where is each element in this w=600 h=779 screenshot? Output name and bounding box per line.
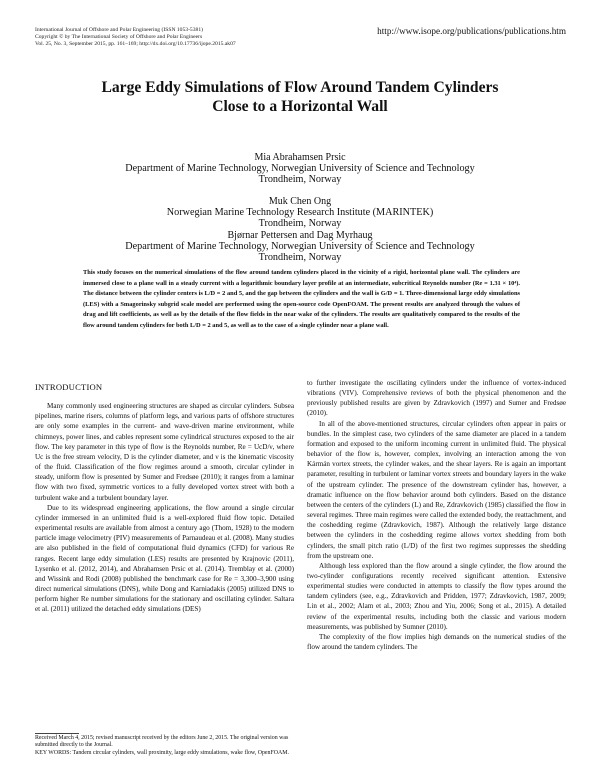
author-block-3 — [40, 230, 560, 264]
author-name: Bjørnar Pettersen and Dag Myrhaug — [227, 230, 373, 241]
author-block-1 — [40, 152, 560, 186]
author-location: Trondheim, Norway — [258, 218, 342, 230]
author-affiliation: Norwegian Marine Technology Research Institute (MARINTEK) — [166, 207, 434, 219]
paragraph: The complexity of the flow implies high demands on the numerical studies of the flow around the tandem cylinders. The — [307, 632, 566, 652]
abstract: This study focuses on the numerical simulations of the flow around tandem cylinders placed in the vicinity of a rigid, horizontal plane wall. The cylinders are immersed close to a plane wall in a steady current with a logarithmic boundary layer profile at an intermediate, subcritical Reynolds number (Re = 1.31 × 10⁴). The distance between the cylinder centers is L/D = 2 and 5, and the gap between the cylinders and the wall is G/D = 1. Three-dimensional large eddy simulations (LES) with a Smagorinsky subgrid scale model are performed using the open-source code OpenFOAM. The present results are analyzed through the values of drag and lift coefficients, as well as by the details of the flow fields in the near wake of the cylinders. The results are qualitatively compared to the results of the flow around tandem cylinders for both L/D = 2 and 5, as well as to the case of a single cylinder near a plane wall. — [83, 269, 520, 329]
section-heading-introduction: INTRODUCTION — [35, 382, 103, 392]
paragraph: In all of the above-mentioned structures, circular cylinders often appear in pairs or bundles. In the simplest case, two cylinders of the same diameter are placed in a tandem formation and exposed to the uniform incoming current in unlimited fluid. The physical behavior of the flow is, however, complex, involving an interaction among the von Kármán vortex streets, the cylinder wakes, and the shear layers. Re is again an important parameter, resulting in turbulent or laminar vortex streets and boundary layers in the wake of the upstream cylinder. The presence of the downstream cylinder has, however, a dramatic influence on the flow behavior around both cylinders. Based on the distance between the centers of the cylinders (L) and Re, Zdravkovich (1985) classified the flow in several regimes. Three main regimes were called the extended body, the reattachment, and the coshedding regime (Zdravkovich, 1987). Although the relatively large distance between the cylinders in the coshedding regime allows vortex shedding from both cylinders, the small pitch ratio (L/D) of the first two regimes suppresses the shedding from the upstream one. — [307, 419, 566, 560]
author-block-2 — [40, 196, 560, 230]
author-affiliation: Department of Marine Technology, Norwegian University of Science and Technology — [125, 163, 475, 175]
keywords: KEY WORDS: Tandem circular cylinders, wall proximity, large eddy simulations, wake flow, OpenFOAM. — [35, 749, 289, 756]
right-column — [307, 378, 566, 652]
paragraph: Due to its widespread engineering applications, the flow around a single circular cylinder immersed in an unlimited fluid is a well-explored fluid flow topic. Detailed experimental results are available from almost a century ago (Thom, 1928) to the modern particle image velocimetry (PIV) measurements of Parnaudeau et al. (2008). Many studies are also published in the field of computational fluid dynamics (CFD) for various Re ranges. Recent large eddy simulation (LES) results are presented by Krajnovic (2011), Lysenko et al. (2012, 2014), and Abrahamsen Prsic et al. (2014). Tremblay et al. (2000) and Wissink and Rodi (2008) published the benchmark case for Re = 3,300–3,900 using direct numerical simulations (DNS), while Dong and Karniadakis (2005) utilized DNS to perform higher Re number simulations for the stationary and oscillating cylinder. Saltara et al. (2011) utilized the detached eddy simulations (DES) — [35, 503, 294, 614]
author-name: Muk Chen Ong — [268, 196, 332, 207]
journal-header — [35, 27, 355, 49]
title-line-1: Large Eddy Simulations of Flow Around Tandem Cylinders — [101, 79, 499, 96]
paragraph: Although less explored than the flow around a single cylinder, the flow around the two-cylinder configurations recently received significant attention. Extensive experimental studies were conducted in attempts to classify the flow types around the tandem cylinders (see, e.g., Zdravkovich and Pridden, 1977; Zdravkovich, 1987, 2009; Lin et al., 2002; Alam et al., 2003; Zhou and Yiu, 2006; Song et al., 2015). A detailed review of the experimental results, including both the classic and various modern measurements, was published by Sumner (2010). — [307, 561, 566, 631]
paragraph: Many commonly used engineering structures are shaped as circular cylinders. Subsea pipelines, marine risers, columns of platform legs, and various parts of offshore structures are only some examples in the current- and wave-driven marine environment, while chimneys, power lines, and cables represent some cylindrical structures exposed to the air flow. The key parameter in this type of flow is the Reynolds number, Re = UcD/ν, where Uc is the free stream velocity, D is the cylinder diameter, and ν is the kinematic viscosity of the fluid. Classification of the flow regimes around a smooth, circular cylinder in steady, uniform flow is presented by Sumer and Fredsøe (2010); it ranges from a laminar flow with two fixed, symmetric vortices to a fully developed vortex street with both a turbulent wake and a turbulent boundary layer. — [35, 402, 294, 502]
author-location: Trondheim, Norway — [258, 252, 342, 264]
publications-url[interactable]: http://www.isope.org/publications/publications.htm — [377, 26, 566, 36]
author-name: Mia Abrahamsen Prsic — [254, 152, 346, 163]
received-note: Received March 4, 2015; revised manuscript received by the editors June 2, 2015. The original version was submitted directly to the Journal. — [35, 735, 289, 749]
paper-title — [40, 79, 560, 116]
footnote-divider — [35, 733, 79, 734]
journal-line-3: Vol. 25, No. 3, September 2015, pp. 161–169; http://dx.doi.org/10.17736/ijope.2015.ak07 — [35, 41, 236, 48]
journal-line-2: Copyright © by The International Society of Offshore and Polar Engineers — [35, 34, 203, 41]
journal-line-1: International Journal of Offshore and Polar Engineering (ISSN 1053-5381) — [35, 27, 203, 33]
author-location: Trondheim, Norway — [258, 174, 342, 186]
author-affiliation: Department of Marine Technology, Norwegian University of Science and Technology — [125, 241, 475, 253]
title-line-2: Close to a Horizontal Wall — [212, 97, 388, 115]
paragraph: to further investigate the oscillating cylinders under the influence of vortex-induced vibrations (VIV). Comprehensive reviews of both the physical phenomenon and the previously published results are given by Zdravkovich (1997) and Sumer and Fredsøe (2010). — [307, 379, 566, 418]
footnote — [35, 735, 294, 757]
left-column — [35, 382, 294, 614]
